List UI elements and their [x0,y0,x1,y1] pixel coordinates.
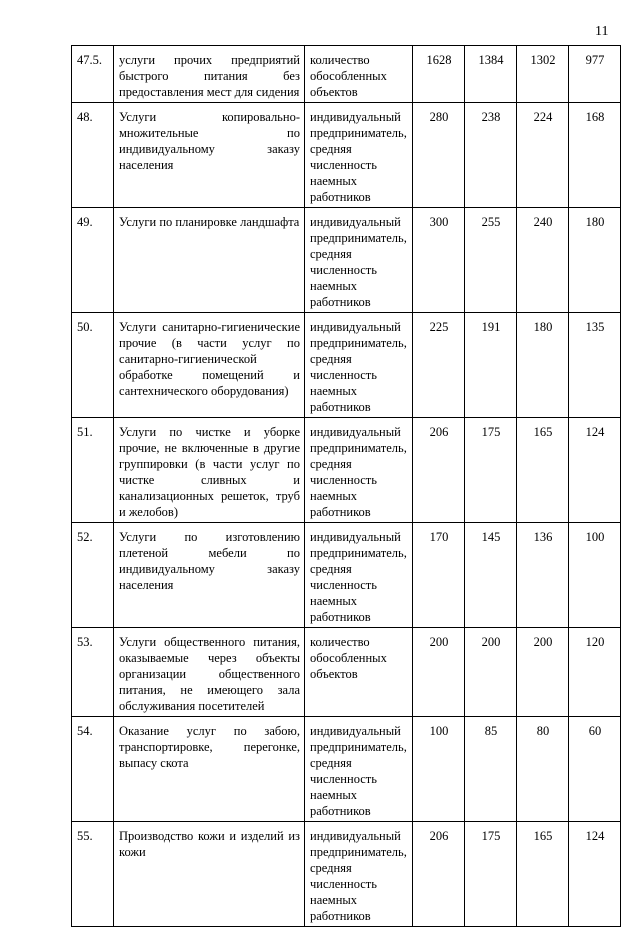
value-cell-2: 175 [465,418,517,523]
unit-of-measure-cell: количество обособленных объектов [305,46,413,103]
row-number-cell: 47.5. [72,46,114,103]
table-row [72,523,621,628]
value-cell-3: 136 [517,523,569,628]
table-row [72,208,621,313]
service-description-cell: Услуги по чистке и уборке прочие, не включенные в другие группировки (в части услуг по чистке сливных и канализационных решеток, труб и желобов) [114,418,305,523]
services-table [71,45,621,927]
table-row [72,313,621,418]
value-cell-4: 977 [569,46,621,103]
value-cell-3: 180 [517,313,569,418]
service-description-cell: Услуги по планировке ландшафта [114,208,305,313]
value-cell-3: 165 [517,822,569,927]
value-cell-3: 80 [517,717,569,822]
value-cell-1: 170 [413,523,465,628]
row-number-cell: 49. [72,208,114,313]
unit-of-measure-cell: индивидуальный предприниматель, средняя численность наемных работников [305,717,413,822]
row-number-cell: 55. [72,822,114,927]
service-description-cell: Услуги общественного питания, оказываемые через объекты организации общественного питания, не имеющего зала обслуживания посетителей [114,628,305,717]
unit-of-measure-cell: индивидуальный предприниматель, средняя численность наемных работников [305,103,413,208]
value-cell-4: 120 [569,628,621,717]
row-number-cell: 53. [72,628,114,717]
service-description-cell: Оказание услуг по забою, транспортировке, перегонке, выпасу скота [114,717,305,822]
table-row [72,103,621,208]
value-cell-1: 200 [413,628,465,717]
row-number-cell: 51. [72,418,114,523]
value-cell-1: 100 [413,717,465,822]
value-cell-3: 224 [517,103,569,208]
service-description-cell: услуги прочих предприятий быстрого питания без предоставления мест для сидения [114,46,305,103]
value-cell-1: 206 [413,418,465,523]
value-cell-4: 135 [569,313,621,418]
unit-of-measure-cell: индивидуальный предприниматель, средняя численность наемных работников [305,822,413,927]
table-body [72,46,621,927]
value-cell-4: 100 [569,523,621,628]
table-row [72,418,621,523]
row-number-cell: 48. [72,103,114,208]
unit-of-measure-cell: индивидуальный предприниматель, средняя численность наемных работников [305,313,413,418]
service-description-cell: Услуги по изготовлению плетеной мебели по индивидуальному заказу населения [114,523,305,628]
service-description-cell: Услуги копировально-множительные по индивидуальному заказу населения [114,103,305,208]
value-cell-3: 240 [517,208,569,313]
row-number-cell: 50. [72,313,114,418]
unit-of-measure-cell: индивидуальный предприниматель, средняя численность наемных работников [305,418,413,523]
value-cell-2: 145 [465,523,517,628]
value-cell-3: 165 [517,418,569,523]
value-cell-2: 200 [465,628,517,717]
value-cell-2: 1384 [465,46,517,103]
service-description-cell: Услуги санитарно-гигиенические прочие (в части услуг по санитарно-гигиенической обработке помещений и сантехнического оборудования) [114,313,305,418]
value-cell-1: 225 [413,313,465,418]
value-cell-2: 85 [465,717,517,822]
unit-of-measure-cell: индивидуальный предприниматель, средняя численность наемных работников [305,523,413,628]
value-cell-4: 180 [569,208,621,313]
row-number-cell: 54. [72,717,114,822]
unit-of-measure-cell: индивидуальный предприниматель, средняя численность наемных работников [305,208,413,313]
value-cell-4: 60 [569,717,621,822]
value-cell-4: 124 [569,418,621,523]
value-cell-3: 200 [517,628,569,717]
page-number: 11 [595,24,609,39]
table-row [72,46,621,103]
value-cell-1: 206 [413,822,465,927]
table-row [72,628,621,717]
value-cell-2: 255 [465,208,517,313]
value-cell-4: 168 [569,103,621,208]
value-cell-2: 191 [465,313,517,418]
value-cell-2: 175 [465,822,517,927]
value-cell-3: 1302 [517,46,569,103]
value-cell-4: 124 [569,822,621,927]
row-number-cell: 52. [72,523,114,628]
value-cell-1: 280 [413,103,465,208]
service-description-cell: Производство кожи и изделий из кожи [114,822,305,927]
unit-of-measure-cell: количество обособленных объектов [305,628,413,717]
table-row [72,717,621,822]
value-cell-1: 1628 [413,46,465,103]
table-row [72,822,621,927]
value-cell-1: 300 [413,208,465,313]
value-cell-2: 238 [465,103,517,208]
